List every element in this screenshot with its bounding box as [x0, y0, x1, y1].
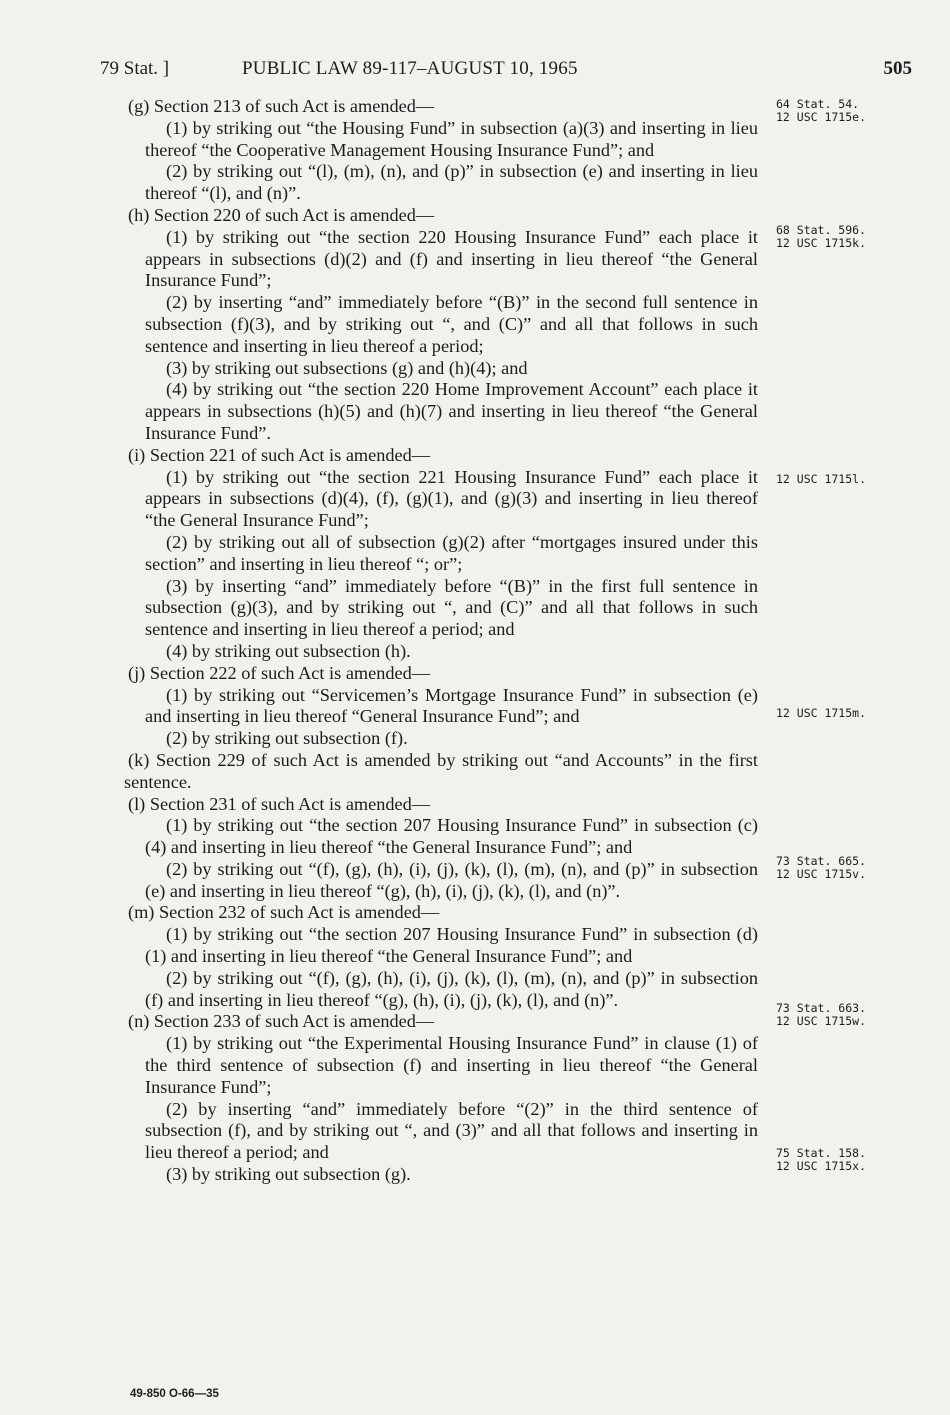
section-g-heading: (g) Section 213 of such Act is amended—: [128, 96, 435, 116]
section-j-heading: (j) Section 222 of such Act is amended—: [128, 662, 431, 683]
section-n-clause-3: (3) by striking out subsection (g).: [166, 1164, 411, 1185]
volume-reference: 79 Stat. ]: [100, 58, 170, 79]
margin-note-section-220: 68 Stat. 596. 12 USC 1715k.: [776, 223, 867, 250]
section-h-heading: (h) Section 220 of such Act is amended—: [128, 204, 435, 225]
section-j-clause-2: (2) by striking out subsection (f).: [166, 728, 408, 749]
section-k-text: (k) Section 229 of such Act is amended by striking out “and Accounts” in the first sentence.: [124, 749, 758, 792]
section-i-clause-3: (3) by inserting “and” immediately before “(B)” in the first full sentence in subsection (g)(3), and by striking out “, and (C)” and all that follows in such sentence and inserting in lieu thereof a period; and: [145, 575, 758, 640]
section-m-clause-1: (1) by striking out “the section 207 Housing Insurance Fund” in subsection (d)(1) and inserting in lieu thereof “the General Insurance Fund”; and: [145, 924, 758, 967]
section-i-clause-1: (1) by striking out “the section 221 Housing Insurance Fund” each place it appears in subsections (d)(4), (f), (g)(1), and (g)(3) and inserting in lieu thereof “the General Insurance Fund”;: [145, 466, 758, 531]
section-i-heading: (i) Section 221 of such Act is amended—: [128, 444, 431, 465]
section-n-clause-2: (2) by inserting “and” immediately before “(2)” in the third sentence of subsection (f), and by striking out “, and (3)” and all that follows and inserting in lieu thereof a period; and: [145, 1098, 758, 1163]
section-l-heading: (l) Section 231 of such Act is amended—: [128, 793, 431, 814]
margin-note-section-213: 64 Stat. 54. 12 USC 1715e.: [776, 97, 867, 124]
margin-note-section-222: 12 USC 1715m.: [776, 706, 867, 720]
page-header: [100, 58, 912, 88]
section-l-clause-1: (1) by striking out “the section 207 Housing Insurance Fund” in subsection (c)(4) and inserting in lieu thereof “the General Insurance Fund”; and: [145, 815, 758, 858]
margin-note-section-232: 73 Stat. 663. 12 USC 1715w.: [776, 1001, 867, 1028]
section-i-clause-2: (2) by striking out all of subsection (g)(2) after “mortgages insured under this section” and inserting in lieu thereof “; or”;: [145, 531, 758, 574]
section-j-clause-1: (1) by striking out “Servicemen’s Mortgage Insurance Fund” in subsection (e) and inserting in lieu thereof “General Insurance Fund”; and: [145, 684, 758, 727]
running-title: PUBLIC LAW 89-117–AUGUST 10, 1965: [242, 58, 578, 79]
section-m-heading: (m) Section 232 of such Act is amended—: [128, 902, 440, 923]
section-h-clause-2: (2) by inserting “and” immediately before “(B)” in the second full sentence in subsection (f)(3), and by striking out “, and (C)” and all that follows in such sentence and inserting in lieu thereof a period;: [145, 292, 758, 356]
section-g-clause-1: (1) by striking out “the Housing Fund” in subsection (a)(3) and inserting in lieu thereof “the Cooperative Management Housing Insurance Fund”; and: [145, 117, 758, 160]
section-g-clause-2: (2) by striking out “(l), (m), (n), and (p)” in subsection (e) and inserting in lieu thereof “(l), and (n)”.: [145, 161, 758, 204]
section-n-clause-1: (1) by striking out “the Experimental Housing Insurance Fund” in clause (1) of the third sentence of subsection (f) and inserting in lieu thereof “the General Insurance Fund”;: [145, 1033, 758, 1097]
page-number: 505: [883, 58, 912, 79]
section-m-clause-2: (2) by striking out “(f), (g), (h), (i), (j), (k), (l), (m), (n), and (p)” in subsection (f) and inserting in lieu thereof “(g), (h), (i), (j), (k), (l), and (n)”.: [145, 967, 758, 1010]
section-n-heading: (n) Section 233 of such Act is amended—: [128, 1011, 435, 1032]
statute-text: [124, 96, 758, 1186]
section-i-clause-4: (4) by striking out subsection (h).: [166, 640, 411, 661]
margin-note-section-221: 12 USC 1715l.: [776, 472, 867, 486]
margin-note-section-231: 73 Stat. 665. 12 USC 1715v.: [776, 854, 867, 881]
printer-code: 49-850 O-66—35: [130, 1388, 219, 1400]
margin-note-section-233: 75 Stat. 158. 12 USC 1715x.: [776, 1146, 867, 1173]
section-h-clause-4: (4) by striking out “the section 220 Home Improvement Account” each place it appears in subsections (h)(5) and (h)(7) and inserting in lieu thereof “the General Insurance Fund”.: [145, 379, 758, 443]
section-l-clause-2: (2) by striking out “(f), (g), (h), (i), (j), (k), (l), (m), (n), and (p)” in subsection (e) and inserting in lieu thereof “(g), (h), (i), (j), (k), (l), and (n)”.: [145, 858, 758, 901]
section-h-clause-3: (3) by striking out subsections (g) and (h)(4); and: [166, 357, 528, 378]
section-h-clause-1: (1) by striking out “the section 220 Housing Insurance Fund” each place it appears in subsections (d)(2) and (f) and inserting in lieu thereof “the General Insurance Fund”;: [145, 226, 758, 291]
